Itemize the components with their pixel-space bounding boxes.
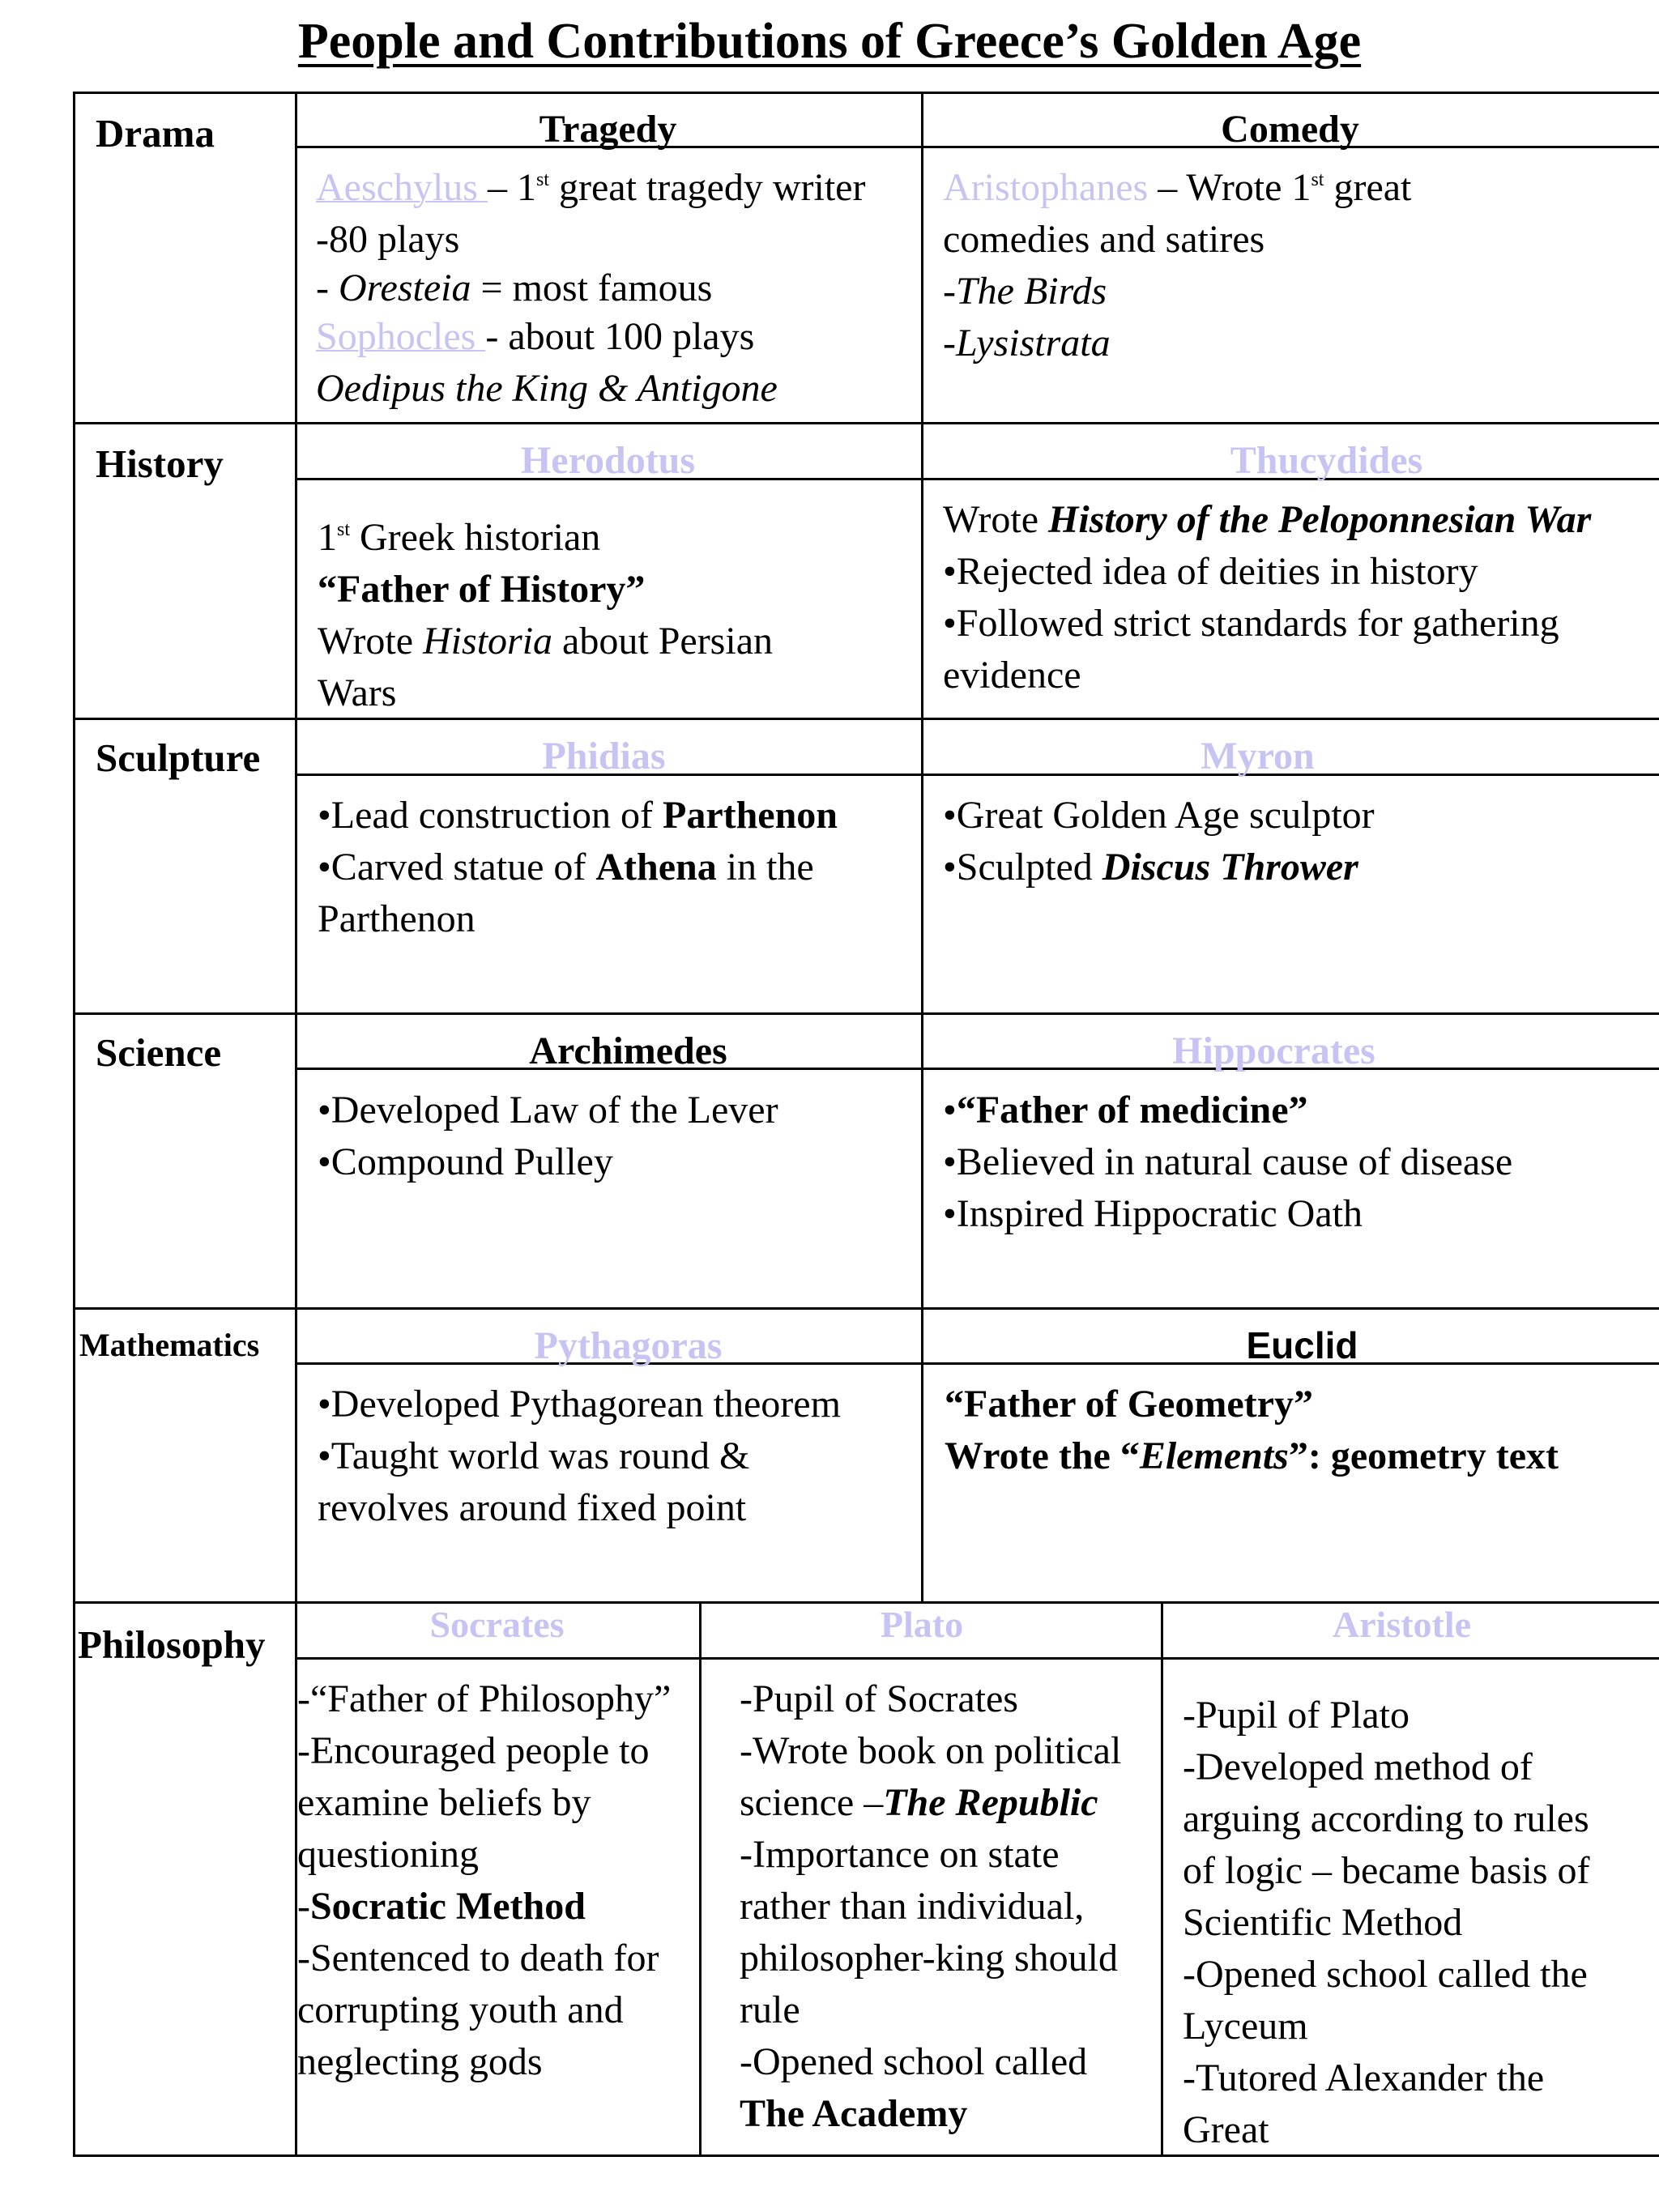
aristotle-content: -Pupil of Plato -Developed method of arguing according to rules of logic – became basis of Scientific Method -Opened school called the Lyceum -Tutored Alexander the Great (1183, 1694, 1590, 2151)
header-herodotus: Herodotus (520, 439, 696, 482)
header-hippocrates: Hippocrates (1172, 1029, 1375, 1072)
header-myron: Myron (1201, 735, 1315, 778)
socrates-content: -“Father of Philosophy” -Encouraged people to examine beliefs by questioning -Socratic Method -Sentenced to death for corrupting youth and neglecting gods (297, 1677, 672, 2083)
page-title: People and Contributions of Greece’s Golden Age (297, 14, 1362, 69)
aeschylus-link[interactable]: Aeschylus (316, 166, 488, 209)
herodotus-content: 1st Greek historian “Father of History” Wrote Historia about Persian Wars (318, 516, 773, 714)
header-archimedes: Archimedes (529, 1029, 727, 1072)
header-phidias: Phidias (542, 735, 666, 778)
pythagoras-content: •Developed Pythagorean theorem •Taught world was round & revolves around fixed point (318, 1383, 841, 1529)
header-comedy: Comedy (1221, 108, 1359, 151)
header-euclid: Euclid (1246, 1324, 1358, 1366)
header-pythagoras: Pythagoras (534, 1324, 723, 1367)
category-history: History (96, 441, 224, 486)
euclid-content: “Father of Geometry” Wrote the “Elements”: geometry text (945, 1383, 1559, 1477)
thucydides-content: Wrote History of the Peloponnesian War •Rejected idea of deities in history •Followed strict standards for gathering evidence (943, 498, 1592, 697)
category-drama: Drama (96, 111, 215, 156)
comedy-content: Aristophanes – Wrote 1st great comedies and satires -The Birds -Lysistrata (943, 166, 1412, 364)
category-sculpture: Sculpture (96, 735, 261, 780)
hippocrates-content: •“Father of medicine” •Believed in natural cause of disease •Inspired Hippocratic Oath (943, 1089, 1513, 1235)
category-science: Science (96, 1030, 222, 1075)
aristophanes-link[interactable]: Aristophanes (943, 166, 1149, 209)
archimedes-content: •Developed Law of the Lever •Compound Pulley (318, 1089, 778, 1183)
header-socrates: Socrates (429, 1604, 565, 1645)
myron-content: •Great Golden Age sculptor •Sculpted Discus Thrower (943, 794, 1375, 889)
header-tragedy: Tragedy (539, 108, 677, 151)
category-philosophy: Philosophy (78, 1622, 266, 1667)
header-aristotle: Aristotle (1332, 1604, 1472, 1645)
category-mathematics: Mathematics (79, 1327, 260, 1363)
tragedy-content: Aeschylus – 1st great tragedy writer -80 plays - Oresteia = most famous Sophocles - about 100 plays Oedipus the King & Antigone (316, 166, 866, 410)
plato-content: -Pupil of Socrates -Wrote book on political science –The Republic -Importance on state rather than individual, philosopher-king should rule -Opened school called The Academy (740, 1677, 1122, 2135)
sophocles-link[interactable]: Sophocles (316, 315, 486, 358)
header-thucydides: Thucydides (1230, 439, 1423, 482)
header-plato: Plato (880, 1604, 964, 1645)
phidias-content: •Lead construction of Parthenon •Carved statue of Athena in the Parthenon (318, 794, 838, 940)
